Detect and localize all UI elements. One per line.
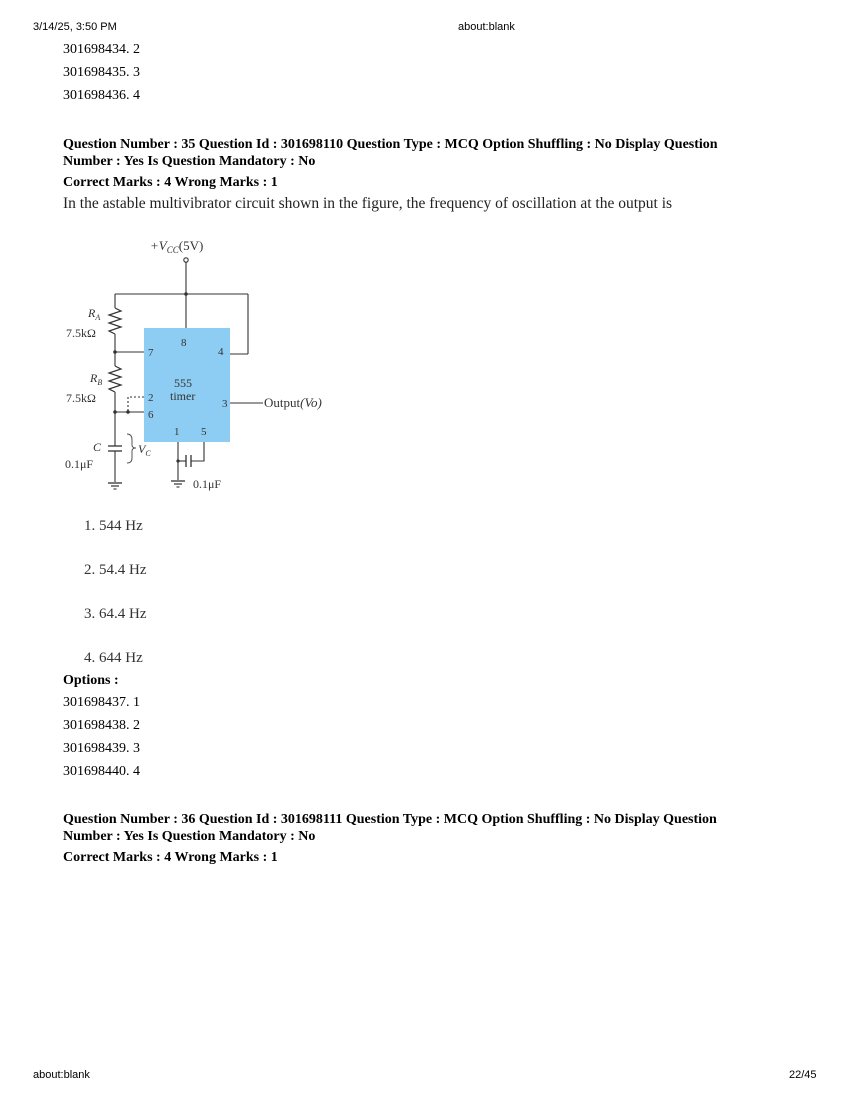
resistor-rb — [109, 366, 121, 392]
option-id-line: 301698438. 2 — [63, 718, 140, 733]
choice-item: 1. 544 Hz — [84, 518, 143, 534]
q35-question-text: In the astable multivibrator circuit shown in the figure, the frequency of oscillation at the output is — [63, 195, 673, 212]
vcc-label: +V — [150, 238, 167, 253]
svg-text:RA: $R_A$ — [88, 306, 101, 322]
svg-text:VC: $V_C$ — [138, 442, 151, 458]
options-label: Options : — [63, 673, 119, 688]
pin-6-label: 6 — [148, 409, 154, 421]
option-id-line: 301698440. 4 — [63, 764, 140, 779]
output-label: Output(Vo) — [264, 395, 322, 410]
option-id-line: 301698439. 3 — [63, 741, 140, 756]
q36-meta-line2: Number : Yes Is Question Mandatory : No — [63, 829, 316, 844]
svg-text:+VCC(5V): $+V_{CC}(5V)$ — [150, 238, 204, 255]
svg-text:RB: $R_B$ — [90, 371, 103, 387]
vc-label: V — [138, 442, 146, 456]
chip-label-555: 555 — [174, 376, 192, 390]
q36-meta-line1: Question Number : 36 Question Id : 301698111 Question Type : MCQ Option Shuffling : No Display Question — [63, 812, 717, 827]
pin-7-label: 7 — [148, 347, 154, 359]
print-page-number: 22/45 — [789, 1069, 817, 1081]
ra-value: 7.5kΩ — [66, 326, 96, 340]
choice-item: 4. 644 Hz — [84, 650, 143, 666]
c-value: 0.1μF — [65, 457, 94, 471]
rb-label: R — [90, 371, 98, 385]
q36-marks: Correct Marks : 4 Wrong Marks : 1 — [63, 850, 278, 865]
prev-option-line: 301698436. 4 — [63, 88, 140, 103]
c-label: C — [93, 440, 102, 454]
pin-5-label: 5 — [201, 426, 207, 438]
print-page-title: about:blank — [458, 21, 515, 33]
circuit-diagram — [58, 232, 368, 502]
print-footer-url: about:blank — [33, 1069, 90, 1081]
choice-item: 2. 54.4 Hz — [84, 562, 147, 578]
pin-1-label: 1 — [174, 426, 180, 438]
ra-label: R — [88, 306, 96, 320]
pin-4-label: 4 — [218, 346, 224, 358]
pin-8-label: 8 — [181, 337, 187, 349]
resistor-ra — [109, 308, 121, 334]
q35-marks: Correct Marks : 4 Wrong Marks : 1 — [63, 175, 278, 190]
q35-meta-line1: Question Number : 35 Question Id : 301698110 Question Type : MCQ Option Shuffling : No Display Question — [63, 137, 718, 152]
q35-meta-line2: Number : Yes Is Question Mandatory : No — [63, 154, 316, 169]
print-datetime: 3/14/25, 3:50 PM — [33, 21, 117, 33]
choice-item: 3. 64.4 Hz — [84, 606, 147, 622]
prev-option-line: 301698435. 3 — [63, 65, 140, 80]
pin-2-label: 2 — [148, 392, 154, 404]
prev-option-line: 301698434. 2 — [63, 42, 140, 57]
c2-value: 0.1μF — [193, 477, 222, 491]
option-id-line: 301698437. 1 — [63, 695, 140, 710]
rb-value: 7.5kΩ — [66, 391, 96, 405]
vcc-value: (5V) — [178, 238, 204, 253]
pin-3-label: 3 — [222, 398, 228, 410]
chip-label-timer: timer — [170, 389, 196, 403]
